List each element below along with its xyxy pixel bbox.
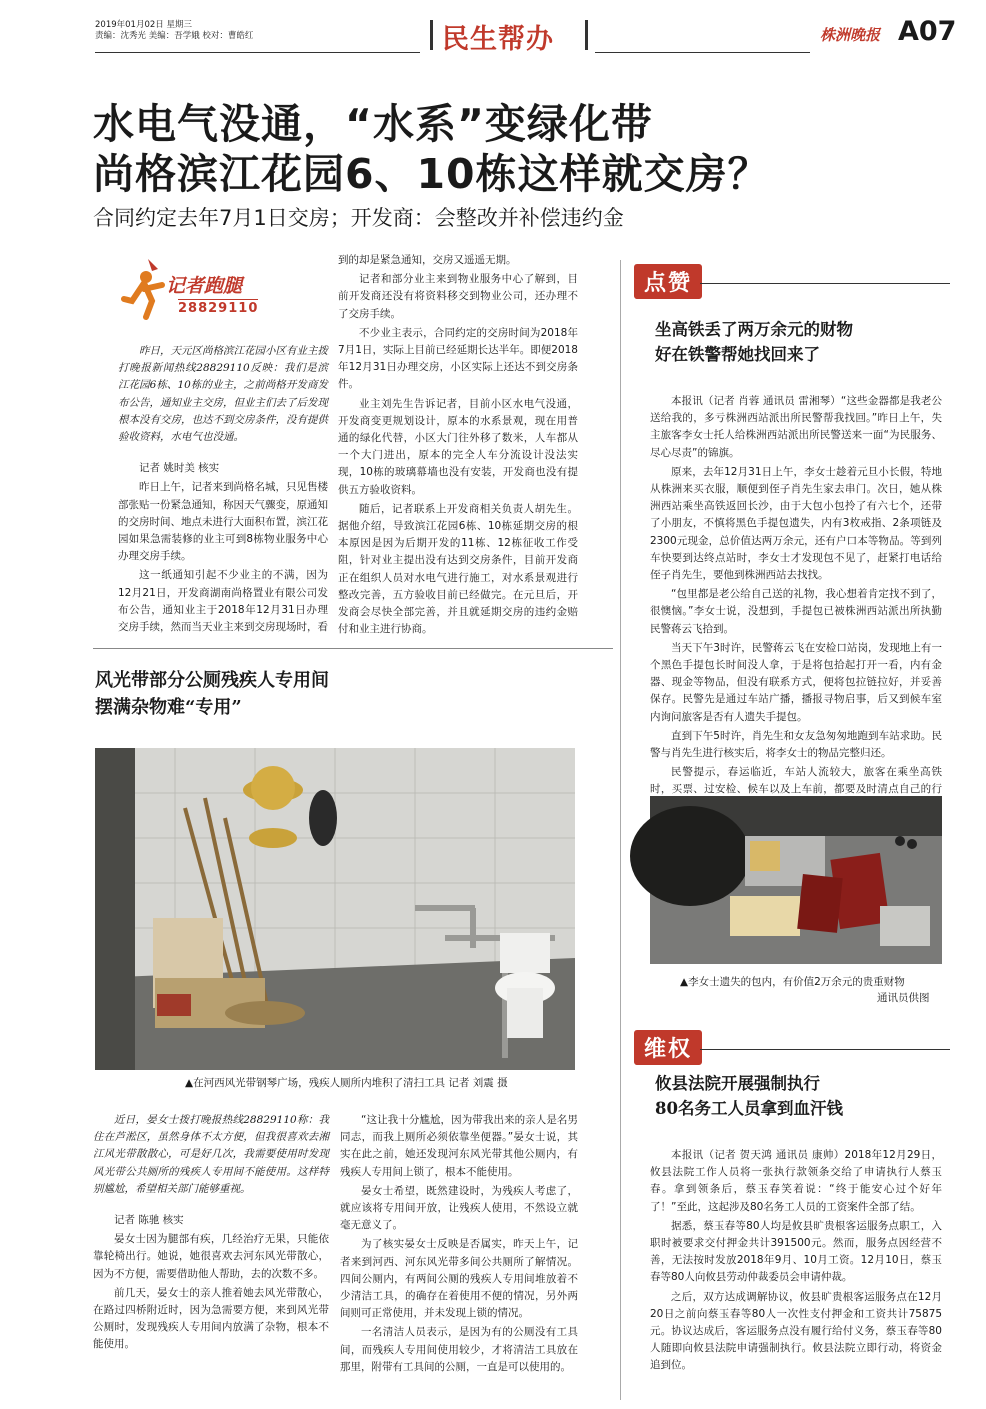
- article2-col1: [93, 1112, 329, 1402]
- article1-lead: 昨日，天元区尚格滨江花园小区有业主拨打晚报新闻热线28829110反映：我们是滨江花园6栋、10栋的业主，之前尚格开发商发布公告，通知业主交房，但业主们去了后发现根本没有交房，也达不到交房条件，没有提供验收资料，水电气也没通。: [118, 345, 328, 444]
- lost-bag-caption-line2: 通讯员供图: [877, 992, 930, 1004]
- sidebar1-p5: 直到下午5时许，肖先生和女友急匆匆地跑到车站求助。民警与肖先生进行核实后，将李女士的物品完整归还。: [650, 729, 942, 760]
- headline-line2: 尚格滨江花园6、10栋这样就交房？: [93, 150, 770, 198]
- sidebar2-tag: 维权: [634, 1030, 702, 1065]
- article2-p2: 前几天，晏女士的亲人推着她去风光带散心，在路过四桥附近时，因为急需要方便，来到风光带公厕时，发现残疾人专用间内放满了杂物，根本不能使用。: [93, 1286, 329, 1351]
- sidebar2-p2: 据悉，蔡玉春等80人均是攸县旷贵根客运服务点职工，入职时被要求交付押金共计391500元。然而，服务点因经营不善，无法按时发放2018年9月、10月工资。12月10日，蔡玉春等80人向攸县劳动仲裁委员会申请仲裁。: [650, 1219, 942, 1284]
- article1-col1: [118, 343, 328, 633]
- sidebar1-p3: “包里都是老公给自己送的礼物，我心想着肯定找不到了，很懊恼。”李女士说，没想到，手提包已被株洲西站派出所执勤民警蒋云飞拾到。: [650, 588, 942, 635]
- lost-bag-caption-line1: ▲李女士遗失的包内，有价值2万余元的贵重财物: [680, 976, 905, 988]
- article2-p5: 为了核实晏女士反映是否属实，昨天上午，记者来到河西、河东风光带多间公共厕所了解情况。四间公厕内，有两间公厕的残疾人专用间堆放着不少清洁工具，的确存在着使用不便的情况，另外两间则可正常使用，并未发现上锁的情况。: [340, 1238, 578, 1320]
- article2-p3: “这让我十分尴尬，因为带我出来的亲人是名男同志，而我上厕所必须依靠坐便器。”晏女士说，其实在此之前，她还发现河东风光带其他公厕内，有残疾人专用间上锁了，根本不能使用。: [340, 1114, 578, 1178]
- article1-p5: 不少业主表示，合同约定的交房时间为2018年7月1日，实际上目前已经延期长达半年。即便2018年12月31日办理交房，小区实际上还达不到交房条件。: [338, 326, 578, 391]
- article1-p3: 到的却是紧急通知，交房又遥遥无期。: [338, 254, 517, 266]
- article2-title-line2: 摆满杂物难“专用”: [95, 697, 242, 718]
- article2-p1: 晏女士因为腿部有疾，几经治疗无果，只能依靠轮椅出行。她说，她很喜欢去河东风光带散心，因为不方便，需要借助他人帮助，去的次数不多。: [93, 1233, 329, 1280]
- toilet-photo: [95, 748, 575, 1070]
- sidebar2-p1: 本报讯（记者 贺天鸿 通讯员 康帅）2018年12月29日，攸县法院工作人员将一张执行款领条交给了申请执行人蔡玉春。拿到领条后，蔡玉春笑着说：“终于能安心过个好年了！”至此，这起涉及80名务工人员的工资案件全部了结。: [650, 1149, 942, 1213]
- article2-title-line1: 风光带部分公厕残疾人专用间: [95, 670, 329, 691]
- masthead-rule-right: [595, 52, 810, 53]
- article1-col2: [338, 252, 578, 634]
- article2-col2: [340, 1112, 578, 1402]
- sidebar2-title-line2: 80名务工人员拿到血汗钱: [655, 1099, 843, 1118]
- masthead-editors: 责编：沈秀光 美编：吾学娥 校对：曹皓红: [95, 31, 254, 41]
- hotline-logo: [118, 255, 298, 325]
- sidebar2-tag-rule: [700, 1049, 950, 1050]
- headline-line1: 水电气没通，“水系”变绿化带: [93, 100, 653, 148]
- masthead-rule-left: [95, 52, 420, 53]
- section-bar-left: [430, 20, 433, 50]
- toilet-photo-caption: ▲在河西风光带钢琴广场，残疾人厕所内堆积了清扫工具 记者 刘震 摄: [185, 1077, 508, 1089]
- article1-byline: 记者 姚时美 核实: [139, 462, 220, 475]
- sidebar1-title-line1: 坐高铁丢了两万余元的财物: [655, 320, 853, 339]
- sidebar1-p6: 民警提示，春运临近，车站人流较大，旅客在乘坐高铁时，买票、过安检、候车以及上车前，都要及时清点自己的行: [650, 766, 942, 796]
- hotline-label: 记者跑腿: [166, 275, 243, 297]
- hotline-number: 28829110: [178, 301, 259, 316]
- lost-bag-photo: [650, 796, 942, 964]
- section-title: 民生帮办: [442, 24, 554, 55]
- headline-subtitle: 合同约定去年7月1日交房；开发商：会整改并补偿违约金: [93, 206, 624, 230]
- masthead-date: 2019年01月02日 星期三: [95, 20, 192, 30]
- sidebar1-p1: 本报讯（记者 肖蓉 通讯员 雷湘琴）“这些金器都是我老公送给我的，多亏株洲西站派出所民警帮我找回。”昨日上午，失主旅客李女士托人给株洲西站派出所民警送来一面“为民服务、尽心尽责”的锦旗。: [650, 395, 942, 459]
- article2-p4: 晏女士希望，既然建设时，为残疾人考虑了，就应该将专用间开放，让残疾人使用，不然设立就毫无意义了。: [340, 1184, 578, 1232]
- article2-lead: 近日，晏女士拨打晚报热线28829110称：我住在芦淞区，虽然身体不太方便，但我很喜欢去湘江风光带散散心，可是好几次，我需要使用时发现风光带公共厕所的残疾人专用间不能使用。这样特别尴尬，希望相关部门能够重视。: [93, 1114, 329, 1195]
- sidebar2-title-line1: 攸县法院开展强制执行: [655, 1074, 820, 1093]
- divider-article1: [93, 648, 613, 649]
- article1-p6: 业主刘先生告诉记者，目前小区水电气没通，开发商变更规划设计，原本的水系景观，现在用普通的绿化代替，小区大门往外移了数米，人车都从一个大门进出，原本的完全人车分流设计没法实现，10栋的玻璃幕墙也没有安装，开发商也没有提供五方验收资料。: [338, 397, 578, 496]
- article1-p2: 这一纸通知引起不少业主的不满，因为12月21日，开发商湖南尚格置业有限公司发布公告，通知业主于2018年12月31日办理交房手续，然而当天业主来到交房现场时，看: [118, 569, 328, 634]
- sidebar1-p2: 原来，去年12月31日上午，李女士趁着元旦小长假，特地从株洲来买衣服，顺便到侄子肖先生家去串门。次日，她从株洲西站乘坐高铁返回长沙，由于大包小包拎了有六七个，还带了小朋友，不慎将黑色手提包遗失，内有3枚戒指、2条项链及2300元现金，总价值达两万余元，还有户口本等物品。等到列车快要到达终点站时，李女士才发现包不见了，赶紧打电话给侄子肖先生，要他到株洲西站去找找。: [650, 465, 942, 582]
- article1-p4: 记者和部分业主来到物业服务中心了解到，目前开发商还没有将资料移交到物业公司，还办理不了交房手续。: [338, 273, 578, 320]
- sidebar1-p4: 当天下午3时许，民警蒋云飞在安检口站岗，发现地上有一个黑色手提包长时间没人拿，于是将包拾起打开一看，内有金器、现金等物品，但没有联系方式，便将包拉链拉好，并妥善保存。民警先是通过车站广播，播报寻物启事，后又到候车室内询问旅客是否有人遗失手提包。: [650, 641, 942, 723]
- paper-logo: 株洲晚报: [820, 26, 881, 44]
- section-bar-right: [585, 20, 588, 50]
- sidebar2-body: [650, 1147, 942, 1402]
- sidebar2-p3: 之后，双方达成调解协议，攸县旷贵根客运服务点在12月20日之前向蔡玉春等80人一次性支付押金和工资共计75875元。协议达成后，客运服务点没有履行给付义务，蔡玉春等80人随即向攸县法院申请强制执行。攸县法院立即行动，将资金追到位。: [650, 1290, 942, 1372]
- page-number: A07: [898, 16, 957, 47]
- sidebar1-body: [650, 393, 942, 796]
- article1-p1: 昨日上午，记者来到尚格名城，只见售楼部张贴一份紧急通知，称因天气骤变，原通知的交房时间、地点未进行大面积布置，滨江花园如果急需装修的业主可到8栋物业服务中心办理交房手续。: [118, 481, 328, 563]
- article2-p6: 一名清洁人员表示，是因为有的公厕没有工具间，而残疾人专用间使用较少，才将清洁工具放在那里，附带有工具间的公厕，一直是可以使用的。: [340, 1326, 578, 1373]
- sidebar1-tag: 点赞: [634, 264, 702, 299]
- column-divider: [620, 260, 621, 1400]
- article1-p7: 随后，记者联系上开发商相关负责人胡先生。据他介绍，导致滨江花园6栋、10栋延期交房的根本原因是因为后期开发的11栋、12栋征收工作受阻，针对业主提出没有达到交房条件，目前开发商正在组织人员对水电气进行施工，对水系景观进行整改完善，五方验收目前已经做完。在元旦后，开发商会尽快全部完善，并且就延期交房的违约金赔付和业主进行协商。: [338, 502, 578, 636]
- sidebar1-tag-rule: [700, 283, 950, 284]
- article2-byline: 记者 陈驰 核实: [114, 1214, 184, 1227]
- sidebar1-title-line2: 好在铁警帮她找回来了: [655, 345, 820, 364]
